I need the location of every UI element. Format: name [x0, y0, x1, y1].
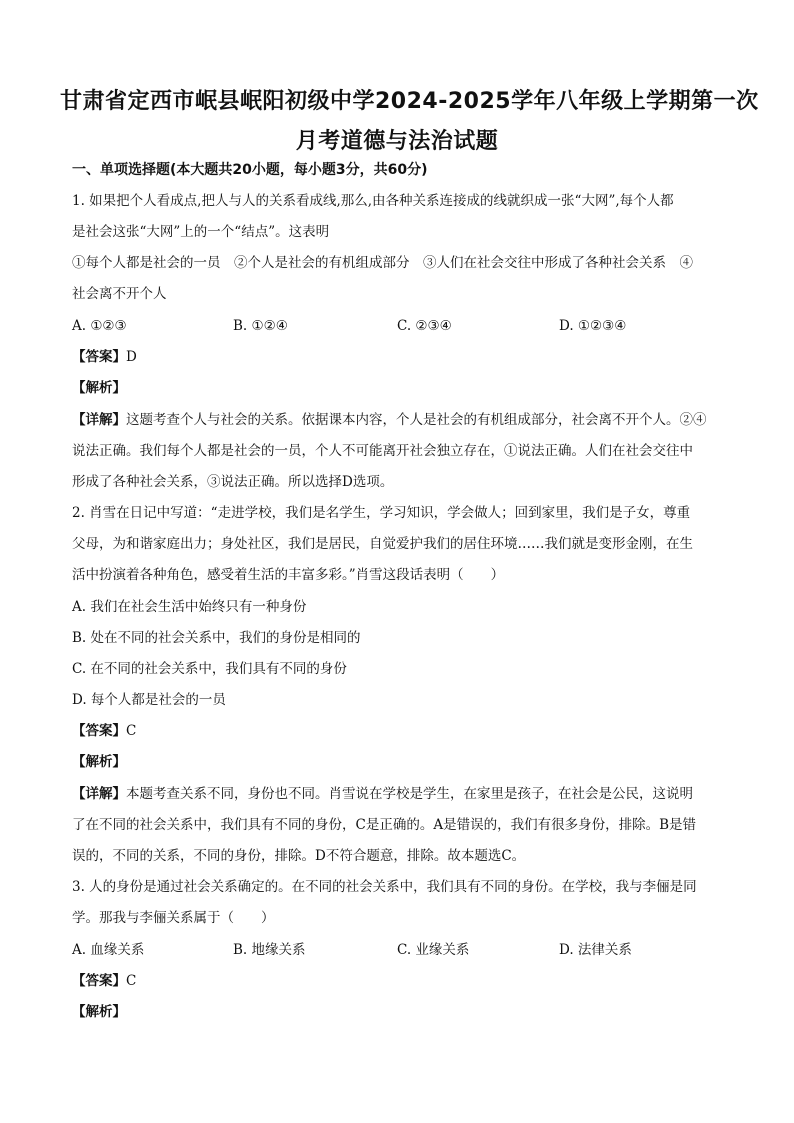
answer-tag: 【答案】 [72, 973, 126, 989]
q2-detail-line2: 了在不同的社会关系中，我们具有不同的身份，C是正确的。A是错误的，我们有很多身份，排除。B是错 [72, 817, 696, 833]
q2-detail-line3: 误的，不同的关系，不同的身份，排除。D不符合题意，排除。故本题选C。 [72, 848, 526, 864]
q1-answer [72, 347, 732, 367]
detail-tag: 【详解】 [72, 786, 126, 802]
q3-option-d: D. 法律关系 [559, 942, 632, 958]
q1-option-b: B. ①②④ [233, 318, 288, 334]
q1-detail-line3: 形成了各种社会关系，③说法正确。所以选择D选项。 [72, 474, 394, 490]
detail-text: 本题考查关系不同，身份也不同。肖雪说在学校是学生，在家里是孩子，在社会是公民，这说明 [126, 786, 693, 802]
q1-statements-line1: ①每个人都是社会的一员 ②个人是社会的有机组成部分 ③人们在社会交往中形成了各种社会关系 ④ [72, 255, 693, 271]
q2-option-a: A. 我们在社会生活中始终只有一种身份 [72, 599, 307, 615]
q2-stem-line1: 2. 肖雪在日记中写道：“走进学校，我们是名学生，学习知识，学会做人；回到家里，我们是子女，尊重 [72, 505, 691, 521]
q1-analysis [72, 378, 732, 398]
answer-value: C [126, 723, 137, 739]
q2-option-d: D. 每个人都是社会的一员 [72, 692, 226, 708]
q3-option-b: B. 地缘关系 [233, 942, 306, 958]
q1-option-c: C. ②③④ [397, 318, 452, 334]
q3-option-a: A. 血缘关系 [72, 942, 145, 958]
analysis-tag: 【解析】 [72, 380, 126, 396]
detail-tag: 【详解】 [72, 412, 126, 428]
section-heading: 一、单项选择题(本大题共20小题，每小题3分，共60分) [72, 162, 428, 178]
doc-title-line2: 月考道德与法治试题 [295, 129, 499, 154]
q3-stem-line1: 3. 人的身份是通过社会关系确定的。在不同的社会关系中，我们具有不同的身份。在学校，我与李俪是同 [72, 879, 697, 895]
answer-value: D [126, 349, 137, 365]
detail-text: 这题考查个人与社会的关系。依据课本内容，个人是社会的有机组成部分，社会离不开个人。②④ [126, 412, 707, 428]
q1-option-d: D. ①②③④ [559, 318, 627, 334]
q3-answer [72, 971, 732, 991]
q1-statements-line2: 社会离不开个人 [72, 286, 167, 302]
q2-stem-line2: 父母，为和谐家庭出力；身处社区，我们是居民，自觉爱护我们的居住环境……我们就是变形金刚，在生 [72, 536, 693, 552]
q3-analysis [72, 1002, 732, 1022]
q3-stem-line2: 学。那我与李俪关系属于（ ） [72, 910, 275, 926]
q2-option-b: B. 处在不同的社会关系中，我们的身份是相同的 [72, 630, 361, 646]
q2-detail-line1 [72, 784, 732, 804]
q1-stem-line1: 1. 如果把个人看成点,把人与人的关系看成线,那么,由各种关系连接成的线就织成一张“大网”,每个人都 [72, 193, 674, 209]
answer-value: C [126, 973, 137, 989]
q1-stem-line2: 是社会这张“大网”上的一个“结点”。这表明 [72, 224, 330, 240]
q1-option-a: A. ①②③ [72, 318, 127, 334]
analysis-tag: 【解析】 [72, 1004, 126, 1020]
answer-tag: 【答案】 [72, 349, 126, 365]
q2-answer [72, 721, 732, 741]
analysis-tag: 【解析】 [72, 754, 126, 770]
doc-title-line1: 甘肃省定西市岷县岷阳初级中学2024-2025学年八年级上学期第一次 [60, 89, 759, 114]
q2-analysis [72, 752, 732, 772]
q2-stem-line3: 活中扮演着各种角色，感受着生活的丰富多彩。”肖雪这段话表明（ ） [72, 567, 505, 583]
q3-option-c: C. 业缘关系 [397, 942, 470, 958]
answer-tag: 【答案】 [72, 723, 126, 739]
q1-detail-line2: 说法正确。我们每个人都是社会的一员，个人不可能离开社会独立存在，①说法正确。人们在社会交往中 [72, 443, 693, 459]
q2-option-c: C. 在不同的社会关系中，我们具有不同的身份 [72, 661, 347, 677]
q1-detail-line1 [72, 410, 732, 430]
